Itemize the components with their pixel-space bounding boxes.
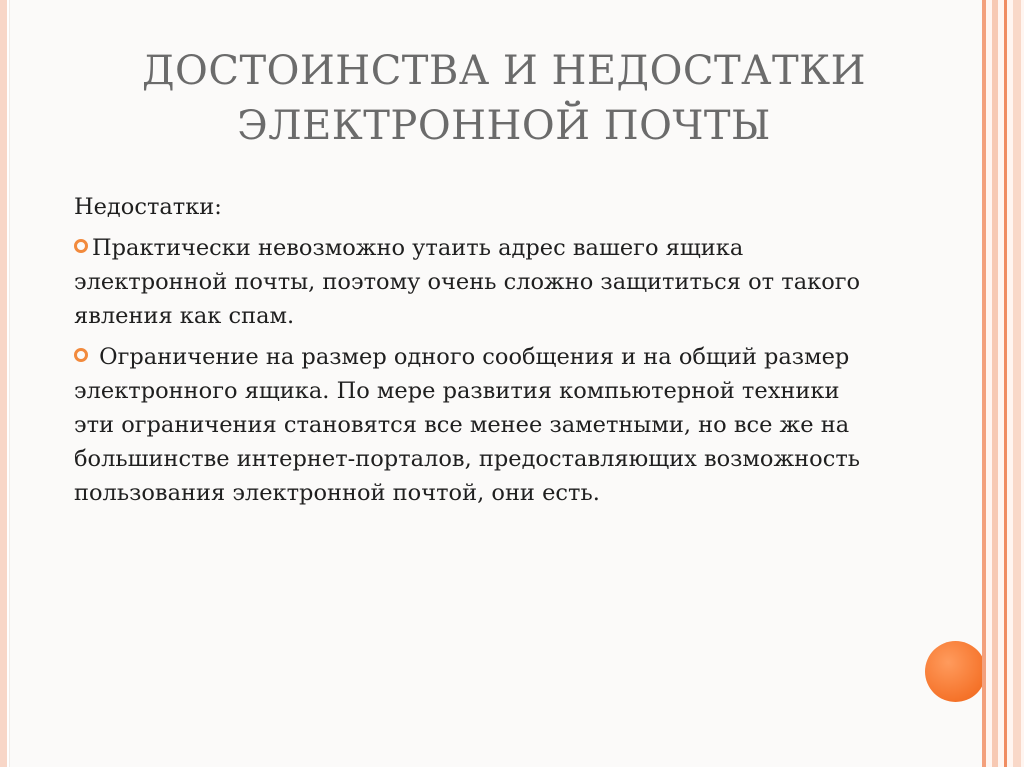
slide-title-line-2: ЭЛЕКТРОННОЙ ПОЧТЫ [237,103,771,149]
bullet-item-1 [74,231,874,333]
bullet-ring-icon [74,348,88,362]
orange-circle-decoration [925,641,986,702]
bullet-ring-icon [74,239,88,253]
section-label: Недостатки: [74,194,222,220]
bullet-item-2 [74,340,874,510]
right-stripe-2 [992,0,998,767]
right-stripe-4 [1013,0,1021,767]
right-decorative-stripes [982,0,1024,767]
left-decorative-stripe [0,0,7,767]
right-stripe-1 [982,0,986,767]
bullet-text-2: Ограничение на размер одного сообщения и на общий размер электронного ящика. По мере развития компьютерной техники эти ограничения становятся все менее заметными, но все же на большинстве интернет-порталов, предоставляющих возможность пользования электронной почтой, они есть. [74,344,861,506]
slide-title [84,44,924,154]
bullet-text-1: Практически невозможно утаить адрес вашего ящика электронной почты, поэтому очень сложно защититься от такого явления как спам. [74,235,861,329]
slide-title-line-1: ДОСТОИНСТВА И НЕДОСТАТКИ [142,48,866,94]
slide-body [74,190,874,517]
content-panel [10,0,982,767]
right-stripe-3 [1004,0,1007,767]
